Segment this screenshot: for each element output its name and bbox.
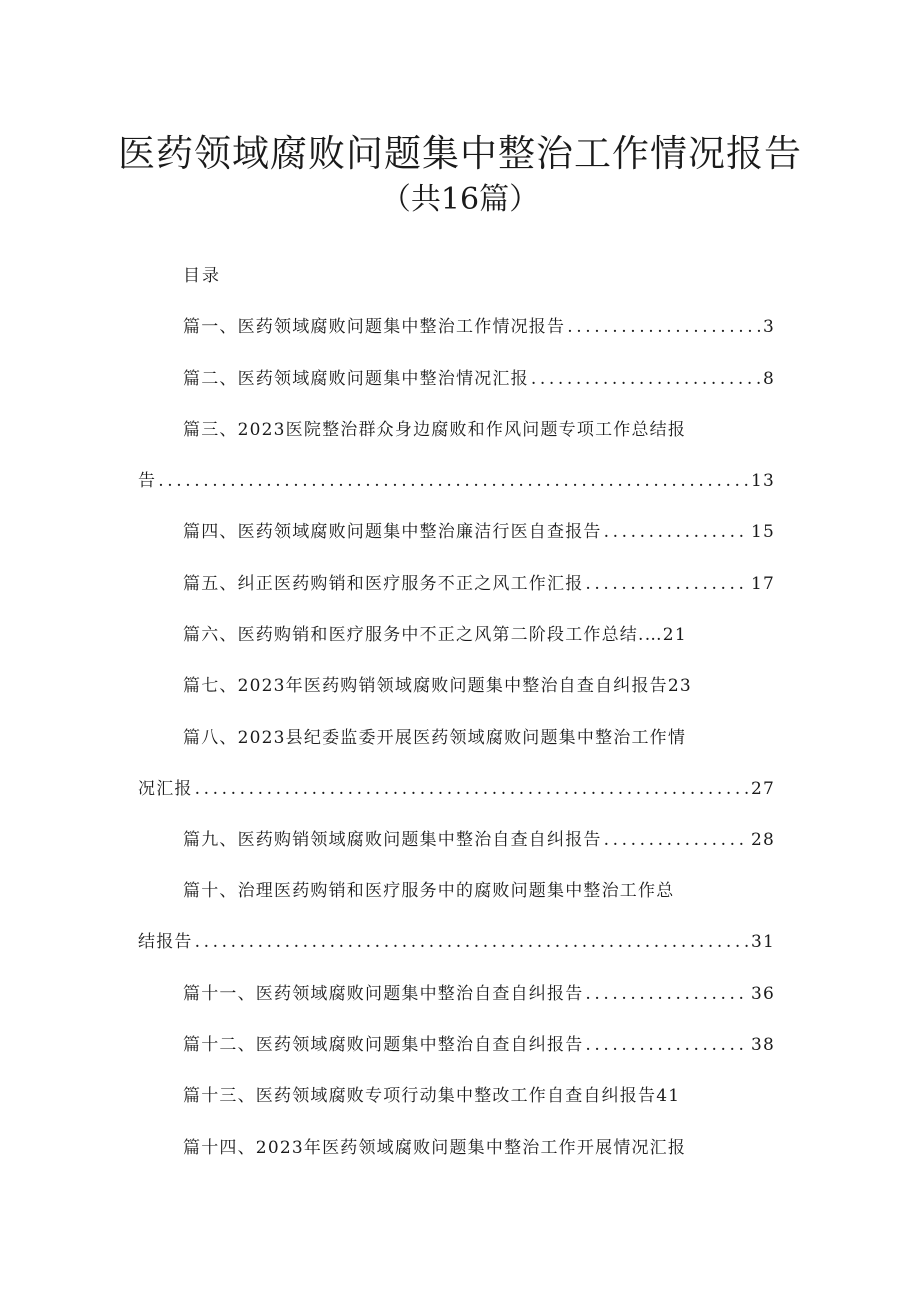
toc-entry-title-continued: 况汇报 bbox=[138, 779, 193, 799]
toc-entry-title: 篇一、医药领域腐败问题集中整治工作情况报告 bbox=[183, 317, 566, 337]
toc-entry-page: 8 bbox=[762, 369, 775, 389]
toc-entry-page: 15 bbox=[750, 522, 775, 542]
document-subtitle: （共16篇） bbox=[380, 182, 540, 217]
toc-entry-page: 3 bbox=[762, 317, 775, 337]
toc-entry-title[interactable]: 篇十、治理医药购销和医疗服务中的腐败问题集中整治工作总 bbox=[183, 881, 675, 901]
toc-entry[interactable]: 篇六、医药购销和医疗服务中不正之风第二阶段工作总结.…21 bbox=[183, 625, 687, 645]
toc-leader-dots bbox=[604, 518, 749, 546]
toc-entry[interactable] bbox=[183, 826, 775, 854]
toc-entry-title: 篇四、医药领域腐败问题集中整治廉洁行医自查报告 bbox=[183, 522, 602, 542]
toc-entry[interactable]: 篇十四、2023年医药领域腐败问题集中整治工作开展情况汇报 bbox=[183, 1138, 687, 1158]
toc-entry-title: 篇九、医药购销领域腐败问题集中整治自查自纠报告 bbox=[183, 830, 602, 850]
toc-leader-dots bbox=[567, 313, 761, 341]
toc-entry-title-continued: 结报告 bbox=[138, 932, 193, 952]
toc-leader-dots bbox=[531, 365, 761, 393]
toc-entry[interactable] bbox=[183, 518, 775, 546]
toc-entry-title: 篇十二、医药领域腐败问题集中整治自查自纠报告 bbox=[183, 1035, 584, 1055]
document-title: 医药领域腐败问题集中整治工作情况报告 bbox=[118, 132, 802, 175]
toc-entry-page: 13 bbox=[750, 471, 775, 491]
toc-entry[interactable] bbox=[183, 570, 775, 598]
toc-entry-title[interactable]: 篇八、2023县纪委监委开展医药领域腐败问题集中整治工作情 bbox=[183, 728, 687, 748]
toc-entry[interactable] bbox=[183, 365, 775, 393]
toc-entry-page: 31 bbox=[750, 932, 775, 952]
toc-leader-dots bbox=[585, 570, 749, 598]
toc-entry-continuation[interactable] bbox=[138, 467, 775, 495]
toc-entry-title: 篇五、纠正医药购销和医疗服务不正之风工作汇报 bbox=[183, 574, 584, 594]
toc-entry-page: 36 bbox=[750, 984, 775, 1004]
toc-leader-dots bbox=[158, 467, 749, 495]
toc-entry-title: 篇十一、医药领域腐败问题集中整治自查自纠报告 bbox=[183, 984, 584, 1004]
toc-entry[interactable]: 篇七、2023年医药购销领域腐败问题集中整治自查自纠报告23 bbox=[183, 676, 692, 696]
toc-entry-title[interactable]: 篇三、2023医院整治群众身边腐败和作风问题专项工作总结报 bbox=[183, 420, 687, 440]
toc-entry-page: 38 bbox=[750, 1035, 775, 1055]
toc-leader-dots bbox=[585, 1031, 749, 1059]
toc-entry-page: 27 bbox=[750, 779, 775, 799]
toc-entry[interactable]: 篇十三、医药领域腐败专项行动集中整改工作自查自纠报告41 bbox=[183, 1086, 681, 1106]
toc-entry-title-continued: 告 bbox=[138, 471, 157, 491]
toc-leader-dots bbox=[195, 775, 749, 803]
toc-entry-page: 17 bbox=[750, 574, 775, 594]
toc-entry[interactable] bbox=[183, 313, 775, 341]
toc-leader-dots bbox=[604, 826, 749, 854]
toc-leader-dots bbox=[585, 980, 749, 1008]
toc-entry-title: 篇二、医药领域腐败问题集中整治情况汇报 bbox=[183, 369, 529, 389]
toc-leader-dots bbox=[195, 928, 749, 956]
toc-entry[interactable] bbox=[183, 1031, 775, 1059]
toc-entry-continuation[interactable] bbox=[138, 928, 775, 956]
toc-entry-page: 28 bbox=[750, 830, 775, 850]
toc-heading: 目录 bbox=[183, 266, 221, 286]
toc-entry[interactable] bbox=[183, 980, 775, 1008]
toc-entry-continuation[interactable] bbox=[138, 775, 775, 803]
